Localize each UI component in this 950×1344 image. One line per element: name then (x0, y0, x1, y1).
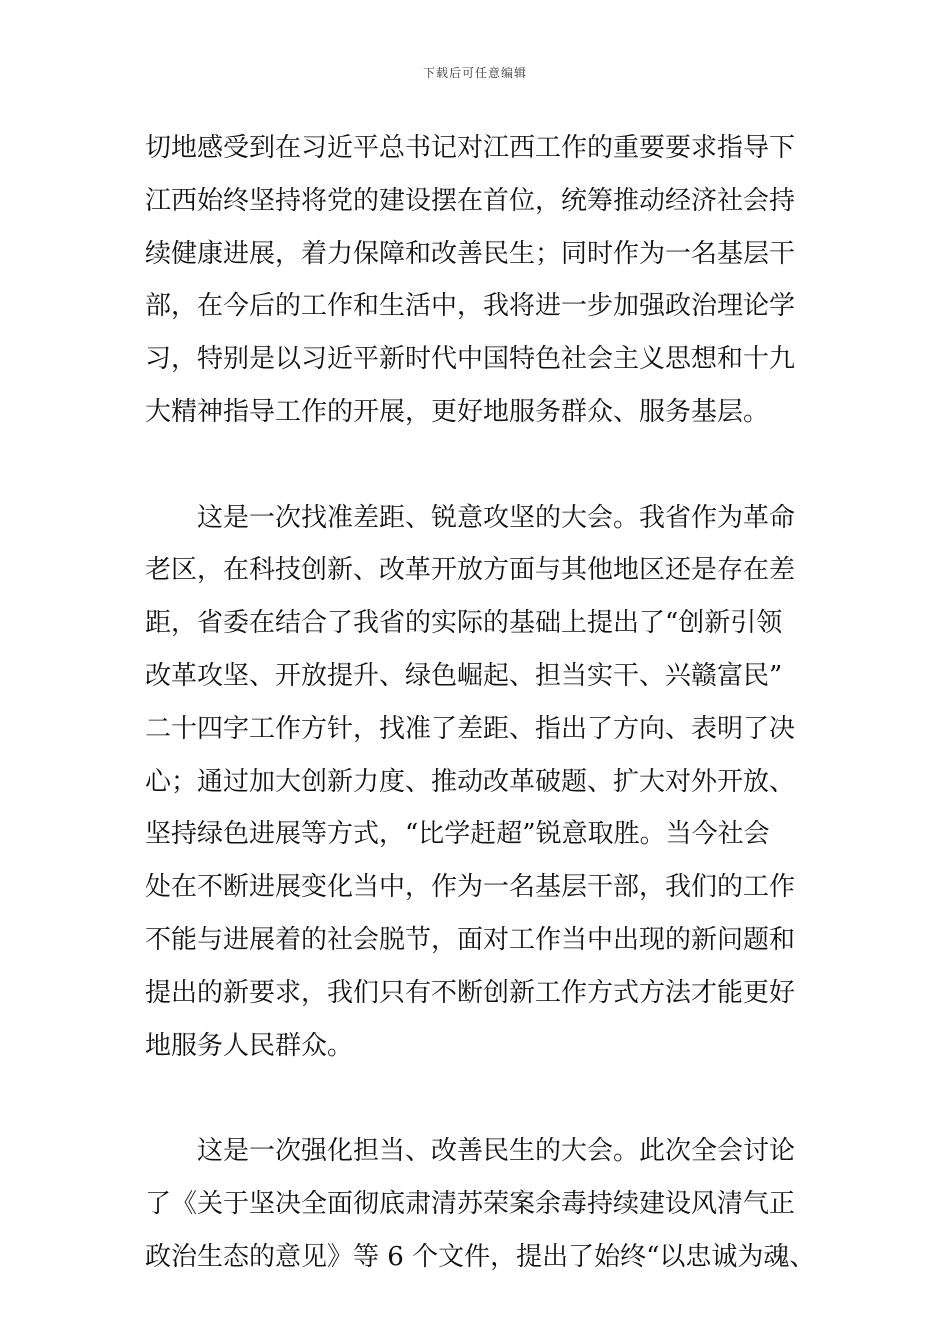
text-line: 处在不断进展变化当中，作为一名基层干部，我们的工作 (145, 872, 796, 903)
text-line: 老区，在科技创新、改革开放方面与其他地区还是存在差 (145, 555, 796, 586)
text-line: 这是一次找准差距、锐意攻坚的大会。我省作为革命 (197, 502, 796, 533)
text-line: 地服务人民群众。 (145, 1030, 354, 1061)
text-line: 心；通过加大创新力度、推动改革破题、扩大对外开放、 (145, 766, 796, 797)
text-line: 政治生态的意见》等 6 个文件，提出了始终“以忠诚为魂、 (145, 1241, 816, 1272)
text-line: 二十四字工作方针，找准了差距、指出了方向、表明了决 (145, 713, 796, 744)
text-line: 改革攻坚、开放提升、绿色崛起、担当实干、兴赣富民” (145, 660, 783, 691)
text-line: 了《关于坚决全面彻底肃清苏荣案余毒持续建设风清气正 (145, 1188, 796, 1219)
page-header: 下载后可任意编辑 (422, 66, 527, 80)
text-line: 部，在今后的工作和生活中，我将进一步加强政治理论学 (145, 291, 796, 322)
paragraph (145, 492, 815, 1073)
text-line: 提出的新要求，我们只有不断创新工作方式方法才能更好 (145, 977, 796, 1008)
text-line: 大精神指导工作的开展，更好地服务群众、服务基层。 (145, 396, 770, 427)
paragraph (145, 122, 815, 439)
paragraph-gap (145, 1072, 815, 1125)
text-line: 习，特别是以习近平新时代中国特色社会主义思想和十九 (145, 344, 796, 375)
text-line: 切地感受到在习近平总书记对江西工作的重要要求指导下 (145, 133, 796, 163)
text-line: 江西始终坚持将党的建设摆在首位，统筹推动经济社会持 (145, 185, 796, 216)
text-line: 坚持绿色进展等方式，“比学赶超”锐意取胜。当今社会 (145, 819, 770, 850)
paragraph (145, 1125, 815, 1283)
text-line: 这是一次强化担当、改善民生的大会。此次全会讨论 (197, 1136, 796, 1167)
document-body (145, 122, 815, 1284)
paragraph-gap (145, 439, 815, 492)
text-line: 续健康进展，着力保障和改善民生；同时作为一名基层干 (145, 238, 796, 269)
text-line: 不能与进展着的社会脱节，面对工作当中出现的新问题和 (145, 924, 796, 955)
text-line: 距，省委在结合了我省的实际的基础上提出了“创新引领 (145, 608, 783, 639)
